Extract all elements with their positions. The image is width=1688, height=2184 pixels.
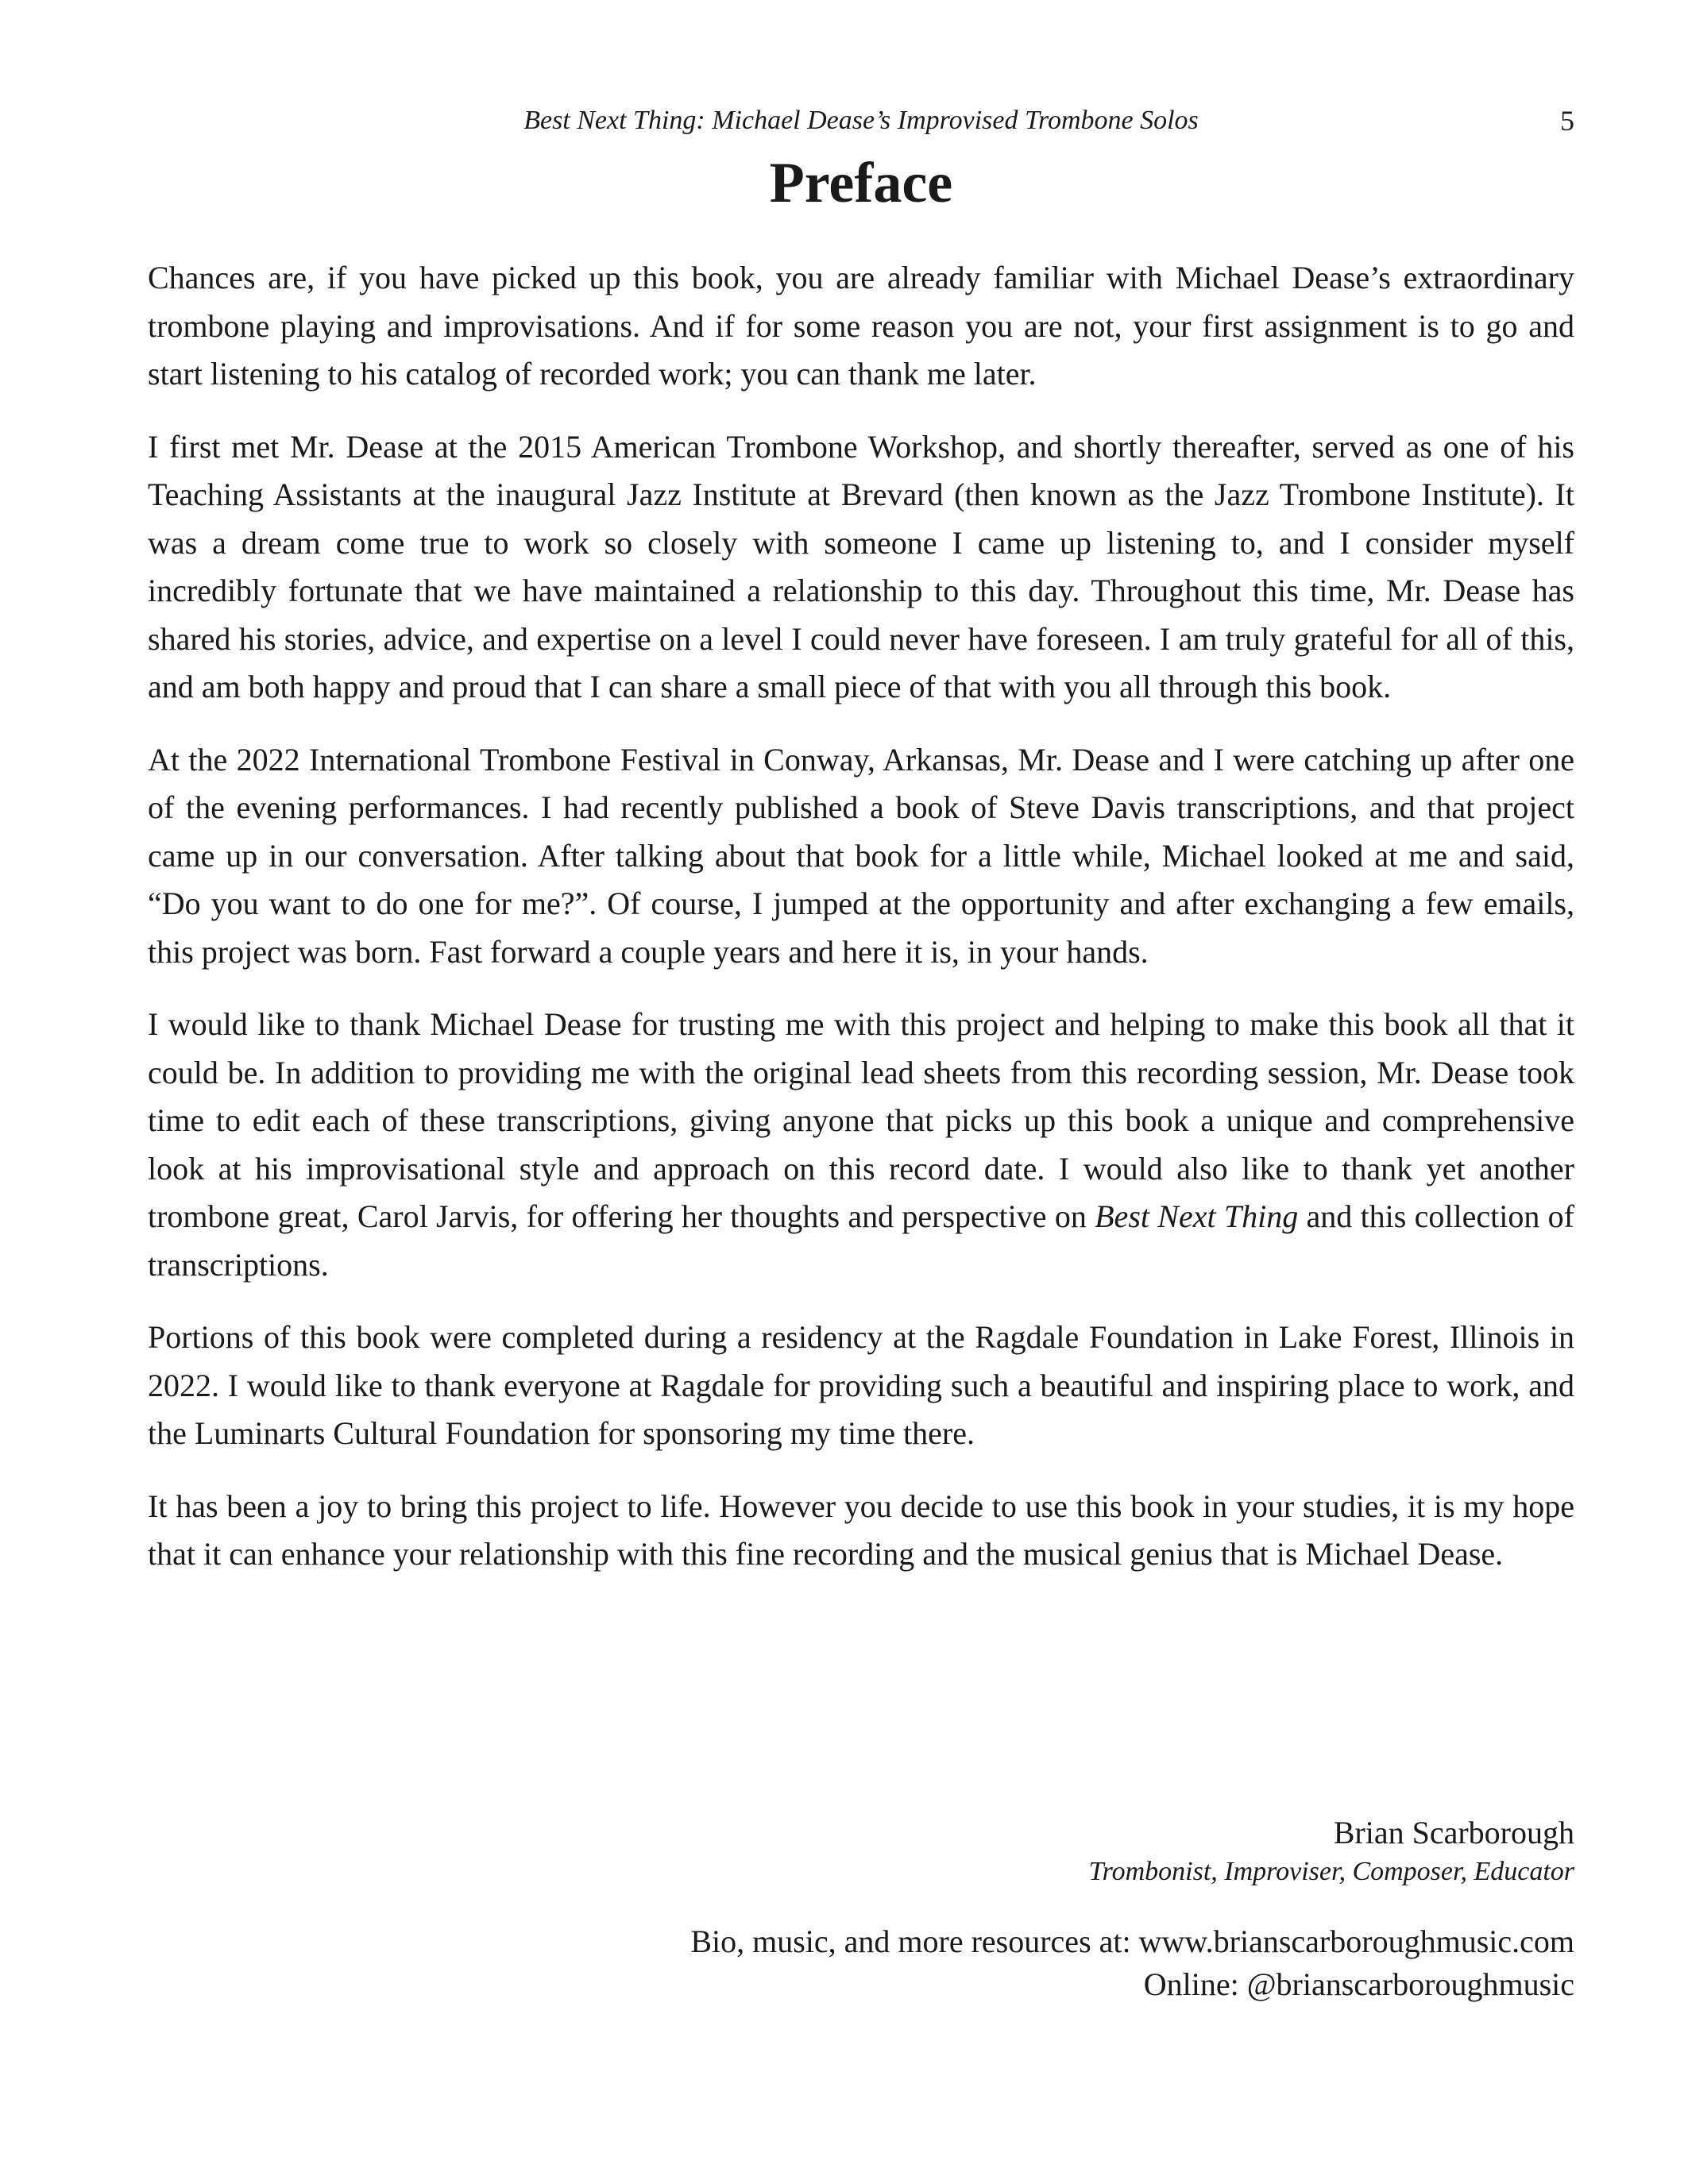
page-title: Preface (769, 151, 953, 214)
document-page (148, 0, 1574, 2184)
author-name: Brian Scarborough (1333, 1815, 1574, 1850)
running-title: Best Next Thing: Michael Dease’s Improvised Trombone Solos (523, 106, 1199, 135)
paragraph-3: At the 2022 International Trombone Festival in Conway, Arkansas, Mr. Dease and I were catching up after one of the evening performances. I had recently published a book of Steve Davis transcriptions, and that project came up in our conversation. After talking about that book for a little while, Michael looked at me and said, “Do you want to do one for me?”. Of course, I jumped at the opportunity and after exchanging a few emails, this project was born. Fast forward a couple years and here it is, in your hands. (148, 741, 1574, 970)
social-line: Online: @brianscarboroughmusic (1143, 1966, 1574, 2002)
paragraph-4 (148, 1001, 1574, 1289)
preface-body (148, 254, 1574, 1603)
paragraph-5: Portions of this book were completed during a residency at the Ragdale Foundation in Lake Forest, Illinois in 2022. I would like to thank everyone at Ragdale for providing such a beautiful and inspiring place to work, and the Luminarts Cultural Foundation for sponsoring my time there. (148, 1319, 1574, 1451)
page-number: 5 (1560, 105, 1574, 137)
author-links (383, 1920, 1574, 2006)
paragraph-1: Chances are, if you have picked up this book, you are already familiar with Michael Dease’s extraordinary trombone playing and improvisations. And if for some reason you are not, your first assignment is to go and start listening to his catalog of recorded work; you can thank me later. (148, 260, 1574, 392)
paragraph-4-text-end: and this collection of transcriptions. (148, 1198, 1574, 1283)
paragraph-2: I first met Mr. Dease at the 2015 American Trombone Workshop, and shortly thereafter, served as one of his Teaching Assistants at the inaugural Jazz Institute at Brevard (then known as the Jazz Trombone Institute). It was a dream come true to work so closely with someone I came up listening to, and I consider myself incredibly fortunate that we have maintained a relationship to this day. Throughout this time, Mr. Dease has shared his stories, advice, and expertise on a level I could never have foreseen. I am truly grateful for all of this, and am both happy and proud that I can share a small piece of that with you all through this book. (148, 428, 1574, 704)
running-header (148, 102, 1574, 140)
author-role: Trombonist, Improviser, Composer, Educator (1088, 1857, 1574, 1886)
signature-block (383, 1812, 1574, 1890)
paragraph-6: It has been a joy to bring this project to life. However you decide to use this book in your studies, it is my hope that it can enhance your relationship with this fine recording and the musical genius that is Michael Dease. (148, 1488, 1574, 1572)
website-line: Bio, music, and more resources at: www.brianscarboroughmusic.com (690, 1924, 1574, 1959)
album-title-emphasis: Best Next Thing (1095, 1198, 1299, 1234)
paragraph-4-text-start: I would like to thank Michael Dease for trusting me with this project and helping to make this book all that it could be. In addition to providing me with the original lead sheets from this recording session, Mr. Dease took time to edit each of these transcriptions, giving anyone that picks up this book a unique and comprehensive look at his improvisational style and approach on this record date. I would also like to thank yet another trombone great, Carol Jarvis, for offering her thoughts and perspective on (148, 1006, 1574, 1234)
